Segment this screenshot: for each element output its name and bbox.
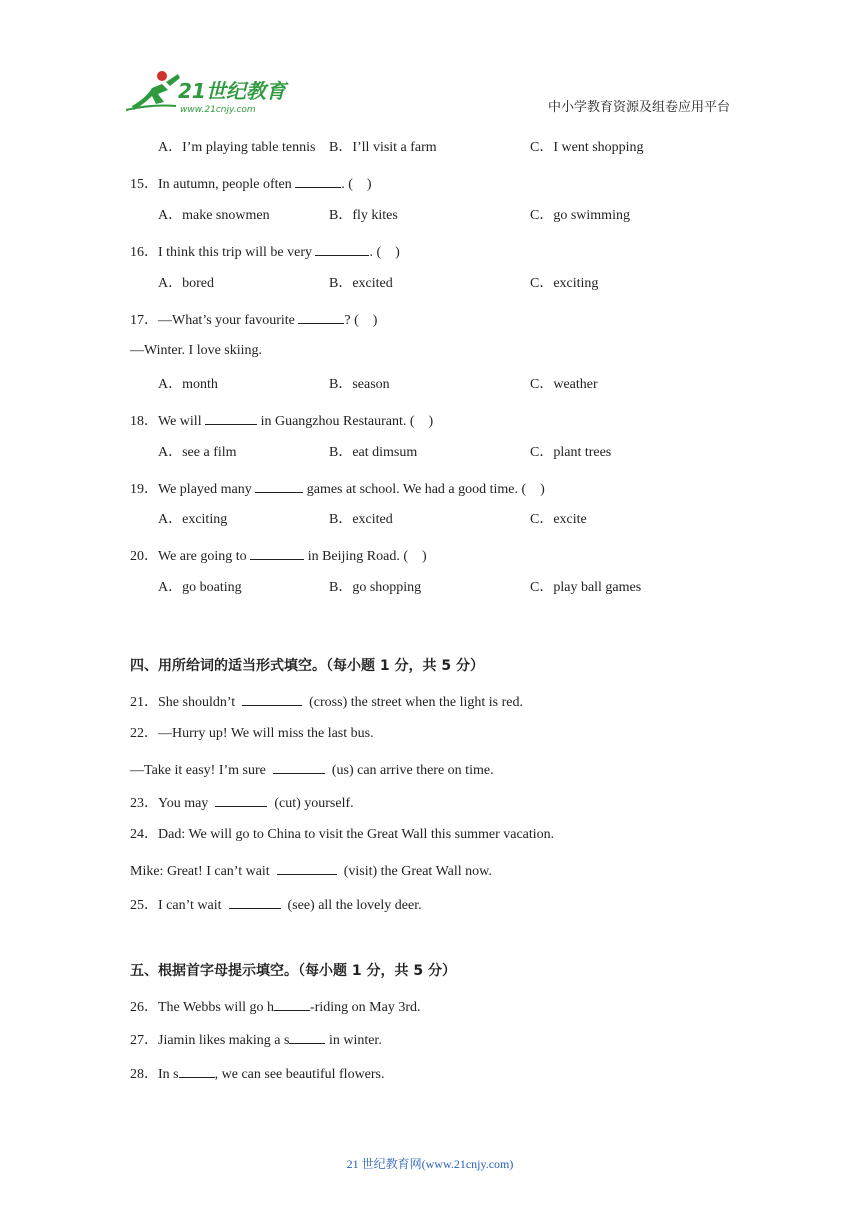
q22-text: —Take it easy! I’m sure — [130, 763, 270, 778]
q24-suffix: (visit) the Great Wall now. — [340, 864, 492, 879]
logo — [122, 68, 292, 116]
q18-text: 18．We will — [130, 414, 206, 429]
answer-blank — [298, 309, 344, 324]
q19-option-c: C．excite — [530, 512, 587, 527]
q26-text: 26．The Webbs will go h — [130, 1000, 275, 1015]
q21-text: 21．She shouldn’t — [130, 695, 239, 710]
svg-text:www.21cnjy.com: www.21cnjy.com — [180, 105, 256, 115]
q19-suffix: games at school. We had a good time. ( ) — [303, 482, 545, 497]
answer-blank — [250, 545, 304, 560]
q18-option-c: C．plant trees — [530, 445, 612, 460]
answer-blank — [277, 860, 337, 875]
answer-blank — [315, 241, 369, 256]
header-tagline: 中小学教育资源及组卷应用平台 — [548, 100, 731, 115]
page-footer: 21 世纪教育网(www.21cnjy.com) — [346, 1157, 514, 1171]
question-17 — [130, 309, 377, 330]
q28-text: 28．In s — [130, 1067, 179, 1082]
q16-option-b: B．excited — [329, 276, 393, 291]
q27-text: 27．Jiamin likes making a s — [130, 1033, 290, 1048]
answer-blank — [179, 1063, 215, 1078]
q24-text: Mike: Great! I can’t wait — [130, 864, 274, 879]
q18-option-a: A．see a film — [158, 445, 237, 460]
answer-blank — [289, 1029, 325, 1044]
answer-blank — [274, 996, 310, 1011]
q24-reply — [130, 860, 492, 881]
q15-text: 15．In autumn, people often — [130, 177, 296, 192]
question-15 — [130, 173, 372, 194]
q23-text: 23．You may — [130, 796, 212, 811]
question-22: 22．—Hurry up! We will miss the last bus. — [130, 726, 374, 741]
question-24: 24．Dad: We will go to China to visit the Great Wall this summer vacation. — [130, 827, 555, 842]
question-18 — [130, 410, 433, 431]
answer-blank — [229, 894, 281, 909]
page-header — [0, 0, 860, 130]
q20-option-b: B．go shopping — [329, 580, 422, 595]
q17-text: 17．—What’s your favourite — [130, 313, 299, 328]
question-23 — [130, 792, 354, 813]
question-25 — [130, 894, 422, 915]
q20-suffix: in Beijing Road. ( ) — [304, 549, 427, 564]
q19-text: 19．We played many — [130, 482, 256, 497]
q14-option-c: C．I went shopping — [530, 140, 644, 155]
q16-text: 16．I think this trip will be very — [130, 245, 316, 260]
section-4-heading: 四、用所给词的适当形式填空。（每小题 1 分，共 5 分） — [130, 658, 484, 674]
q15-option-c: C．go swimming — [530, 208, 630, 223]
q26-suffix: -riding on May 3rd. — [310, 1000, 421, 1015]
q23-suffix: (cut) yourself. — [270, 796, 354, 811]
q16-option-a: A．bored — [158, 276, 214, 291]
question-27 — [130, 1029, 382, 1050]
answer-blank — [273, 759, 325, 774]
q25-text: 25．I can’t wait — [130, 898, 225, 913]
q17-option-a: A．month — [158, 377, 218, 392]
answer-blank — [295, 173, 341, 188]
q15-option-b: B．fly kites — [329, 208, 398, 223]
question-19 — [130, 478, 545, 499]
q19-option-b: B．excited — [329, 512, 393, 527]
q22-suffix: (us) can arrive there on time. — [328, 763, 494, 778]
section-5-heading: 五、根据首字母提示填空。（每小题 1 分，共 5 分） — [130, 963, 456, 979]
q20-text: 20．We are going to — [130, 549, 251, 564]
q25-suffix: (see) all the lovely deer. — [284, 898, 422, 913]
runner-logo-icon — [122, 68, 292, 116]
q28-suffix: , we can see beautiful flowers. — [214, 1067, 385, 1082]
q17-option-c: C．weather — [530, 377, 598, 392]
q17-suffix: ? ( ) — [344, 313, 378, 328]
q20-option-a: A．go boating — [158, 580, 242, 595]
q19-option-a: A．exciting — [158, 512, 228, 527]
q15-suffix: . ( ) — [341, 177, 372, 192]
question-26 — [130, 996, 420, 1017]
q22-reply — [130, 759, 494, 780]
q20-option-c: C．play ball games — [530, 580, 642, 595]
answer-blank — [205, 410, 257, 425]
q16-suffix: . ( ) — [369, 245, 400, 260]
question-16 — [130, 241, 400, 262]
question-20 — [130, 545, 427, 566]
q17-reply: —Winter. I love skiing. — [130, 343, 263, 358]
question-28 — [130, 1063, 385, 1084]
svg-text:21世纪教育: 21世纪教育 — [178, 79, 286, 103]
answer-blank — [215, 792, 267, 807]
q18-suffix: in Guangzhou Restaurant. ( ) — [257, 414, 434, 429]
q14-option-a: A．I’m playing table tennis — [158, 140, 316, 155]
q14-option-b: B．I’ll visit a farm — [329, 140, 437, 155]
answer-blank — [242, 691, 302, 706]
q18-option-b: B．eat dimsum — [329, 445, 418, 460]
question-21 — [130, 691, 523, 712]
q21-suffix: (cross) the street when the light is red. — [305, 695, 523, 710]
q17-option-b: B．season — [329, 377, 390, 392]
answer-blank — [255, 478, 303, 493]
q15-option-a: A．make snowmen — [158, 208, 270, 223]
q16-option-c: C．exciting — [530, 276, 599, 291]
q27-suffix: in winter. — [325, 1033, 382, 1048]
